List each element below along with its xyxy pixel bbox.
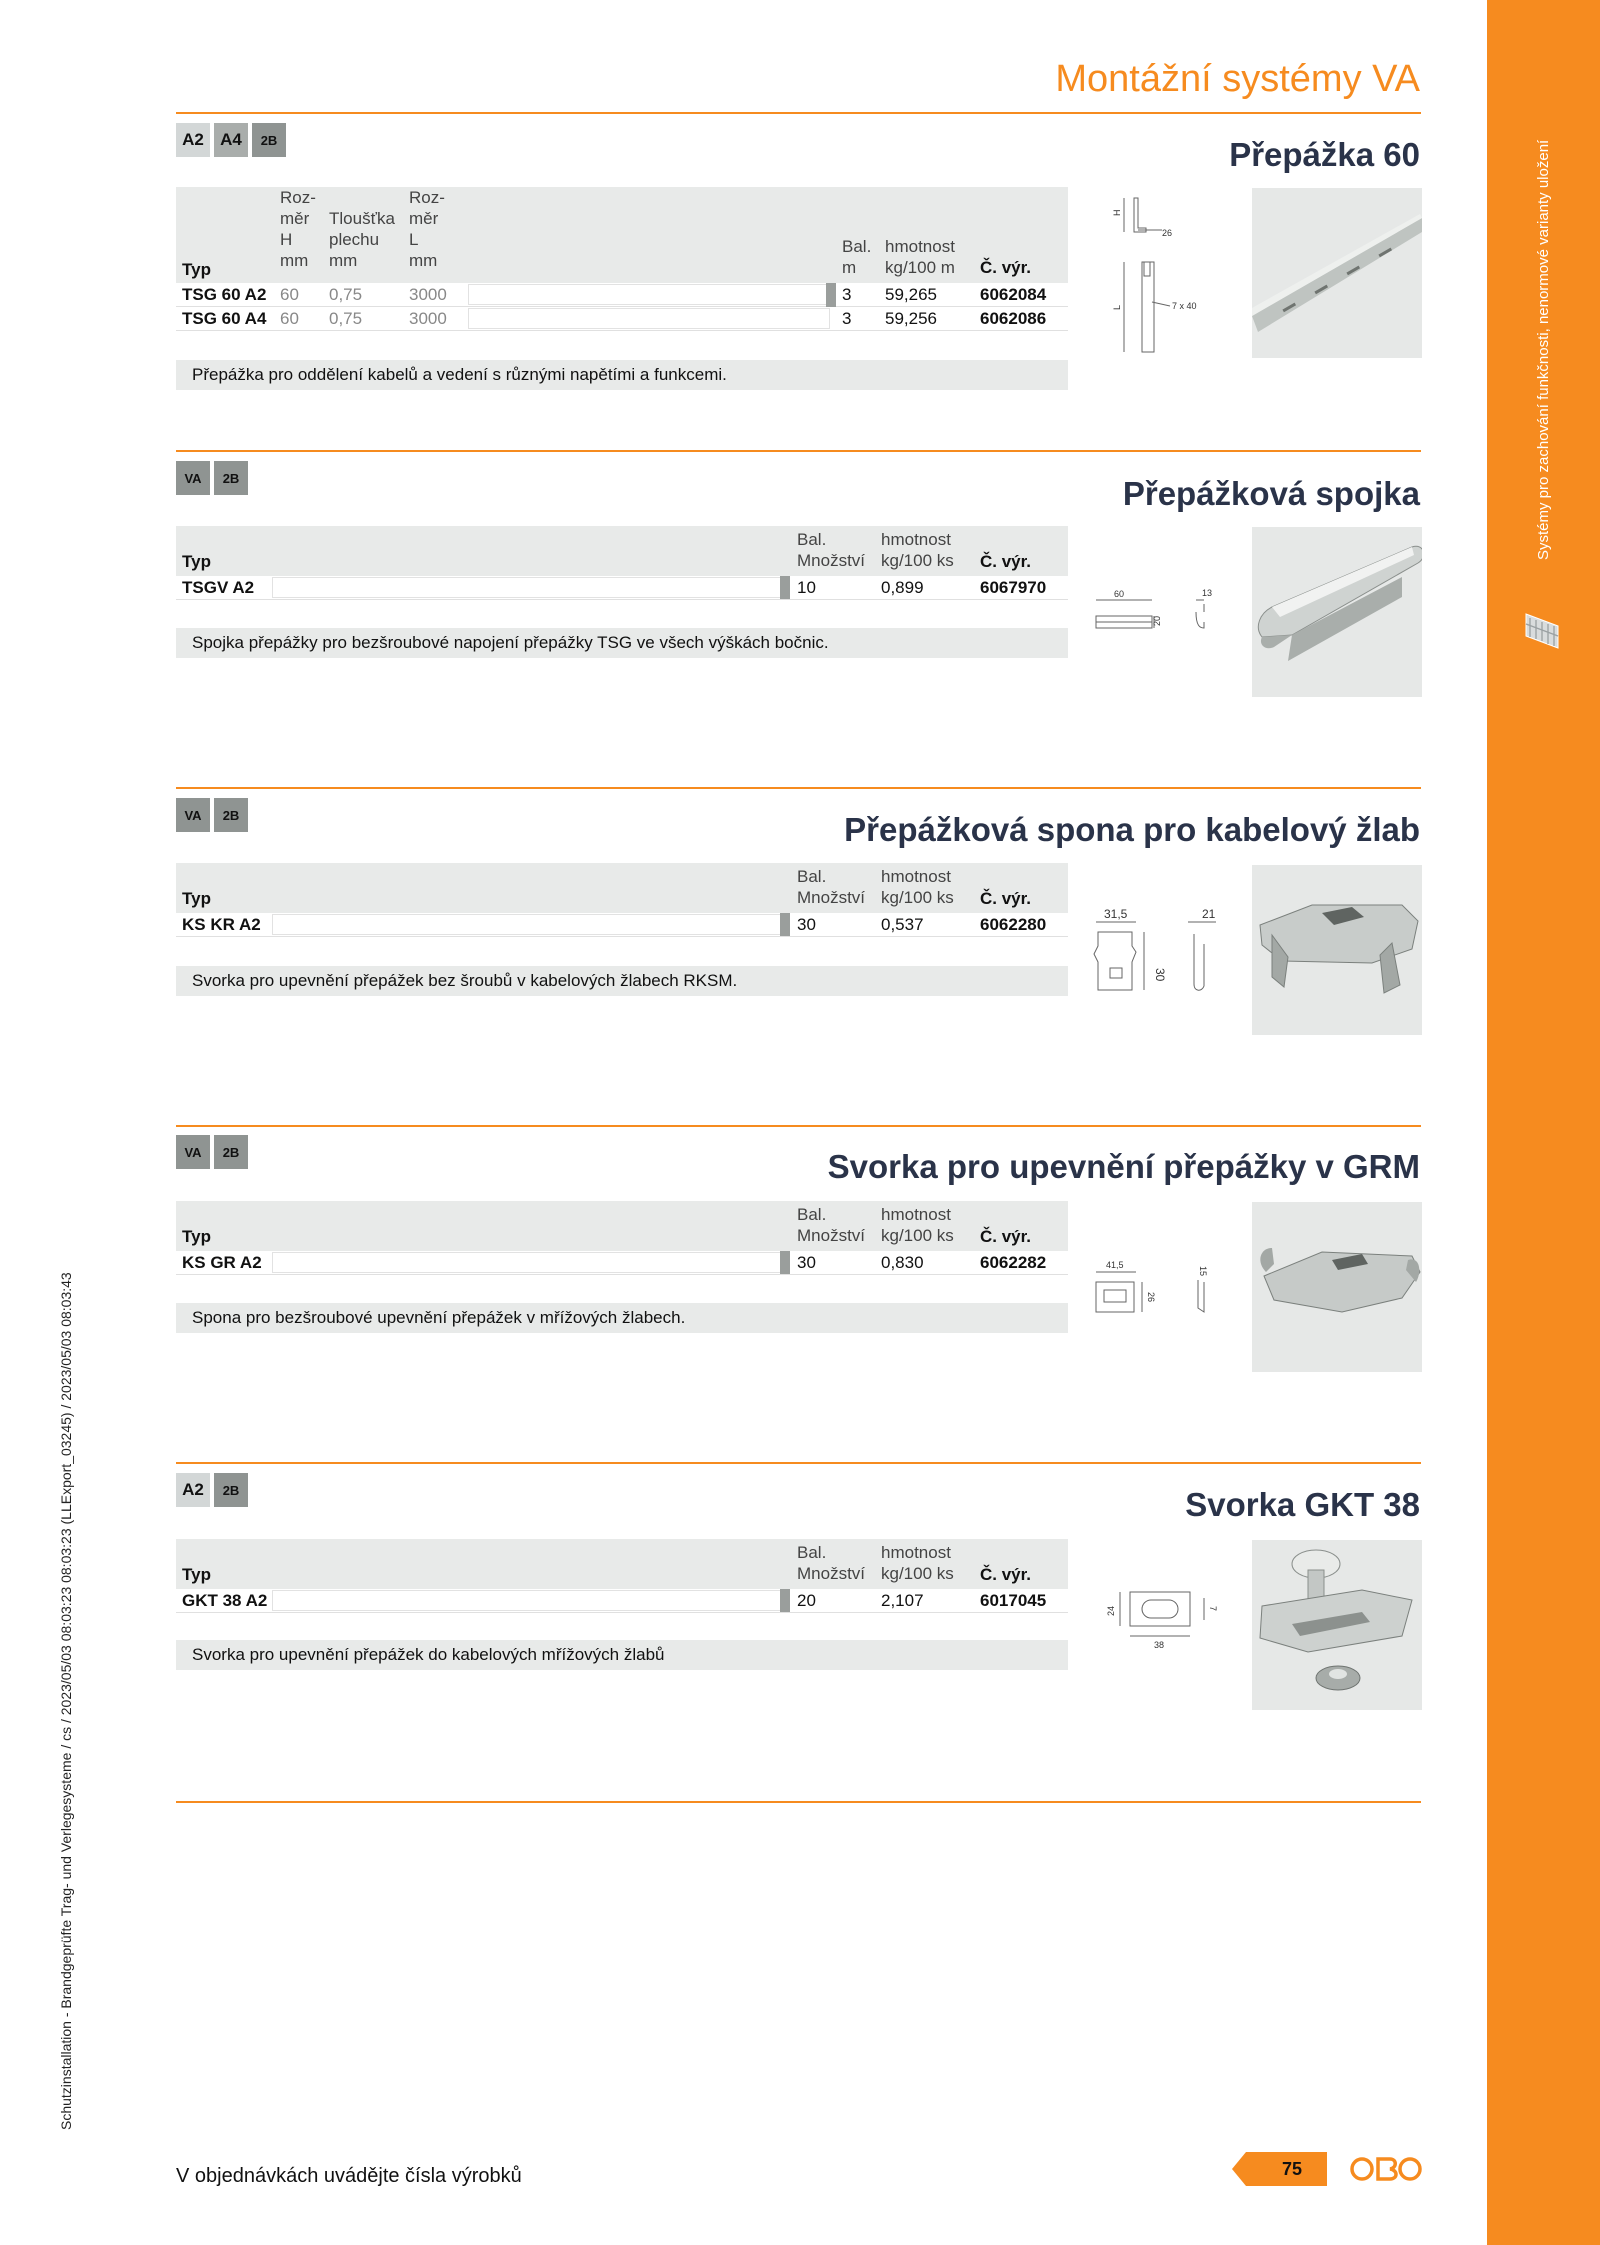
product-photo xyxy=(1252,1540,1422,1710)
badge: VA xyxy=(176,461,210,495)
badge: A2 xyxy=(176,123,210,157)
table-row: TSG 60 A4 60 0,75 3000 3 59,256 6062086 xyxy=(176,307,1068,331)
svg-text:15: 15 xyxy=(1198,1266,1208,1277)
badge: 2B xyxy=(252,123,286,157)
technical-drawing xyxy=(1092,1586,1222,1662)
material-badges xyxy=(176,1473,248,1507)
product-title: Přepážková spona pro kabelový žlab xyxy=(844,811,1420,848)
col-cislo: Č. výr. xyxy=(980,258,1032,277)
divider xyxy=(176,1462,1421,1464)
material-badges xyxy=(176,798,248,832)
page-header: Montážní systémy VA xyxy=(1055,58,1420,100)
svg-text:L: L xyxy=(1112,304,1122,310)
cable-tray-icon xyxy=(1524,608,1560,652)
table-row: GKT 38 A2 20 2,107 6017045 xyxy=(176,1589,1068,1613)
badge: 2B xyxy=(214,1473,248,1507)
product-table xyxy=(176,187,1068,331)
svg-text:13: 13 xyxy=(1202,588,1213,598)
page-number-tab xyxy=(1232,2152,1327,2186)
badge: A4 xyxy=(214,123,248,157)
product-table xyxy=(176,1539,1068,1613)
svg-text:20: 20 xyxy=(1152,615,1162,626)
technical-drawing xyxy=(1092,904,1222,1000)
product-title: Přepážková spojka xyxy=(1122,475,1420,512)
col-typ: Typ xyxy=(182,260,211,279)
badge: 2B xyxy=(214,1135,248,1169)
product-title: Svorka pro upevnění přepážky v GRM xyxy=(827,1148,1420,1185)
product-description: Spojka přepážky pro bezšroubové napojení přepážky TSG ve všech výškách bočnic. xyxy=(176,628,1068,658)
divider xyxy=(176,112,1421,114)
table-header: Typ Bal. Množství hmotnost kg/100 ks Č. výr. xyxy=(176,1539,1068,1589)
product-description: Spona pro bezšroubové upevnění přepážek v mřížových žlabech. xyxy=(176,1303,1068,1333)
page-number: 75 xyxy=(1282,2159,1303,2179)
material-badges xyxy=(176,123,286,157)
product-table xyxy=(176,526,1068,600)
document-meta-vertical: Schutzinstallation - Brandgeprüfte Trag- und Verlegesysteme / cs / 2023/05/03 08:03:23 08:03:23 (LLExport_03245) / 2023/05/03 08:03:43 xyxy=(58,1272,74,2130)
divider xyxy=(176,1125,1421,1127)
table-header: Typ Bal. Množství hmotnost kg/100 ks Č. výr. xyxy=(176,526,1068,576)
svg-text:41,5: 41,5 xyxy=(1106,1260,1124,1270)
product-photo xyxy=(1252,1202,1422,1372)
table-row: TSG 60 A2 60 0,75 3000 3 59,265 6062084 xyxy=(176,283,1068,307)
badge: A2 xyxy=(176,1473,210,1507)
divider xyxy=(176,450,1421,452)
badge: 2B xyxy=(214,798,248,832)
svg-text:7 x 40: 7 x 40 xyxy=(1172,301,1197,311)
col-hmotnost: hmotnost kg/100 m xyxy=(885,237,955,277)
col-tloustka: Tloušťka plechu mm xyxy=(329,209,395,270)
svg-text:7: 7 xyxy=(1208,1606,1218,1612)
svg-text:26: 26 xyxy=(1146,1292,1156,1303)
product-description: Přepážka pro oddělení kabelů a vedení s různými napětími a funkcemi. xyxy=(176,360,1068,390)
divider xyxy=(176,787,1421,789)
svg-text:31,5: 31,5 xyxy=(1104,907,1128,921)
col-rozmer-h: Roz- měr H mm xyxy=(280,188,316,270)
sidebar-caption: Systémy pro zachování funkčnosti, nenormové varianty uložení xyxy=(1535,139,1552,560)
table-header: Typ Bal. Množství hmotnost kg/100 ks Č. výr. xyxy=(176,863,1068,913)
technical-drawing xyxy=(1092,586,1222,636)
product-title: Svorka GKT 38 xyxy=(1185,1486,1420,1523)
product-table xyxy=(176,863,1068,937)
table-row: TSGV A2 10 0,899 6067970 xyxy=(176,576,1068,600)
footer-note: V objednávkách uvádějte čísla výrobků xyxy=(176,2165,522,2187)
table-row: KS KR A2 30 0,537 6062280 xyxy=(176,913,1068,937)
svg-text:38: 38 xyxy=(1154,1640,1165,1650)
badge: VA xyxy=(176,1135,210,1169)
product-photo xyxy=(1252,527,1422,697)
product-table xyxy=(176,1201,1068,1275)
product-photo xyxy=(1252,188,1422,358)
svg-text:H: H xyxy=(1112,209,1122,216)
product-description: Svorka pro upevnění přepážek bez šroubů v kabelových žlabech RKSM. xyxy=(176,966,1068,996)
badge: 2B xyxy=(214,461,248,495)
divider xyxy=(176,1801,1421,1803)
svg-text:21: 21 xyxy=(1202,907,1216,921)
badge: VA xyxy=(176,798,210,832)
technical-drawing xyxy=(1104,186,1214,366)
material-badges xyxy=(176,461,248,495)
svg-text:30: 30 xyxy=(1153,968,1167,982)
product-title: Přepážka 60 xyxy=(1229,136,1420,173)
obo-logo xyxy=(1350,2155,1422,2183)
product-photo xyxy=(1252,865,1422,1035)
col-rozmer-l: Roz- měr L mm xyxy=(409,188,445,270)
col-bal: Bal. m xyxy=(842,237,872,277)
table-row: KS GR A2 30 0,830 6062282 xyxy=(176,1251,1068,1275)
table-header xyxy=(176,187,1068,283)
svg-text:26: 26 xyxy=(1162,228,1173,238)
material-badges xyxy=(176,1135,248,1169)
product-description: Svorka pro upevnění přepážek do kabelových mřížových žlabů xyxy=(176,1640,1068,1670)
svg-text:60: 60 xyxy=(1114,589,1125,599)
technical-drawing xyxy=(1092,1256,1222,1326)
svg-text:24: 24 xyxy=(1106,1605,1116,1616)
table-header: Typ Bal. Množství hmotnost kg/100 ks Č. výr. xyxy=(176,1201,1068,1251)
